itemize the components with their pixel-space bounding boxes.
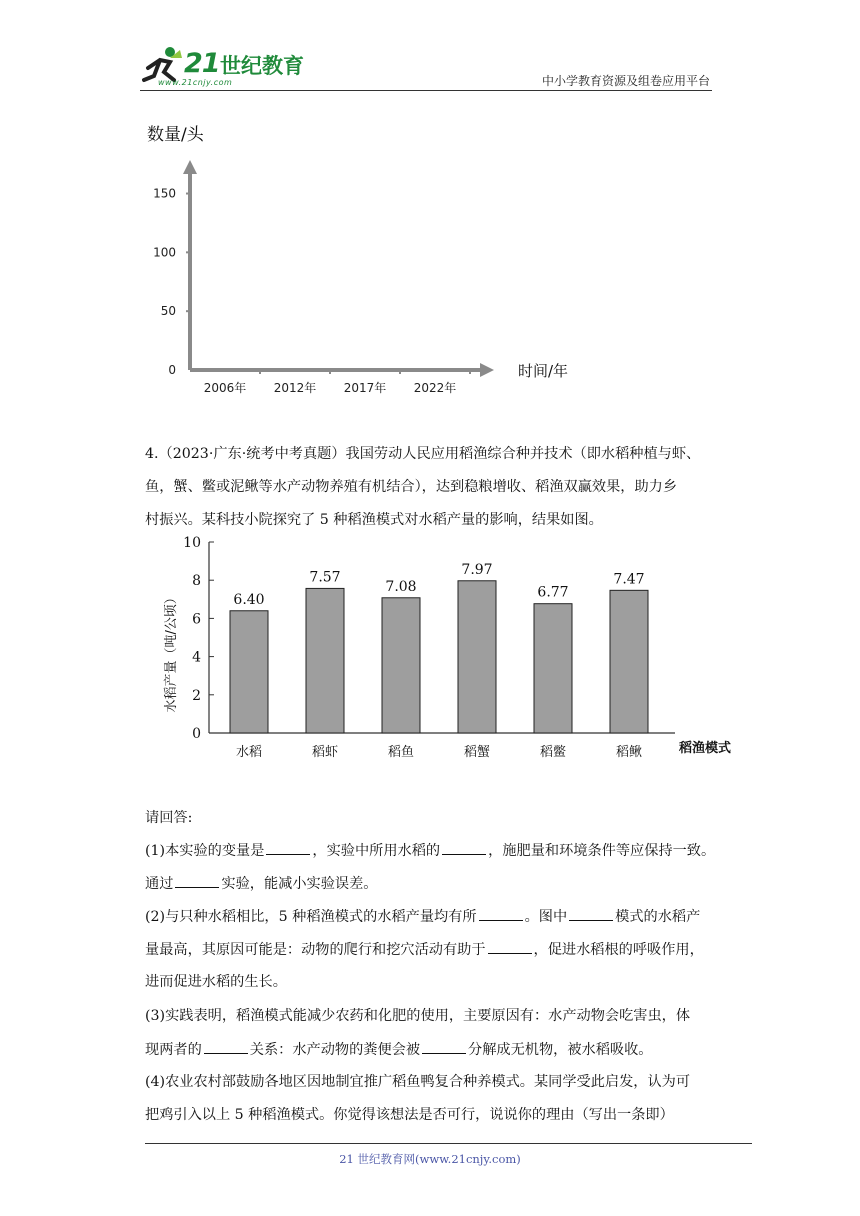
chart2-bar — [230, 611, 268, 733]
q2-line-2 — [145, 939, 745, 960]
question-line-2: 鱼，蟹、鳖或泥鳅等水产动物养殖有机结合），达到稳粮增收、稻渔双赢效果，助力乡 — [145, 479, 678, 495]
q2-line-3: 进而促进水稻的生长。 — [145, 974, 287, 990]
q1-text-b: ，实验中所用水稻的 — [312, 843, 441, 859]
q2-text-a: (2)与只种水稻相比，5 种稻渔模式的水稻产量均有所 — [145, 909, 477, 925]
answer-blank[interactable] — [442, 840, 486, 855]
chart2-value-label: 6.40 — [233, 591, 265, 608]
logo-number: 21 — [184, 48, 220, 79]
chart2-ytick-label: 0 — [192, 726, 201, 742]
chart2-xtick-label: 稻鳖 — [539, 745, 567, 760]
chart2-value-label: 7.08 — [385, 578, 417, 595]
rice-yield-chart — [155, 530, 755, 770]
answer-blank[interactable] — [488, 939, 532, 954]
chart2-xtick-label: 稻鳅 — [615, 745, 643, 760]
chart1-ytick-label: 100 — [153, 245, 176, 260]
chart2-ytick-label: 6 — [192, 611, 201, 628]
chart1-xtick-label: 2017年 — [343, 381, 387, 395]
answer-blank[interactable] — [204, 1039, 248, 1054]
chart2-xtick-label: 稻蟹 — [463, 745, 491, 760]
q2-text-e: ，促进水稻根的呼吸作用， — [533, 942, 704, 958]
chart2-value-label: 7.97 — [461, 561, 493, 578]
platform-title: 中小学教育资源及组卷应用平台 — [541, 74, 710, 88]
answer-prompt: 请回答: — [145, 810, 193, 826]
q1-line-1 — [145, 840, 745, 861]
chart2-xtick-label: 稻鱼 — [387, 745, 415, 760]
answer-blank[interactable] — [569, 906, 613, 921]
q2-text-b: 。图中 — [524, 909, 568, 925]
chart1-x-arrow — [480, 363, 494, 377]
chart2-value-label: 6.77 — [537, 584, 569, 601]
q2-text-c: 模式的水稻产 — [615, 909, 701, 925]
q4-line-1: (4)农业农村部鼓励各地区因地制宜推广稻鱼鸭复合种养模式。某同学受此启发，认为可 — [145, 1074, 691, 1090]
answer-blank[interactable] — [266, 840, 310, 855]
q1-text-d: 通过 — [145, 876, 174, 892]
chart2-xticks — [236, 744, 642, 760]
footer-link[interactable]: 21 世纪教育网(www.21cnjy.com) — [339, 1152, 521, 1166]
q3-line-1: (3)实践表明，稻渔模式能减少农药和化肥的使用，主要原因有：水产动物会吃害虫，体 — [145, 1008, 691, 1024]
chart2-ytick-label: 2 — [192, 687, 201, 704]
q2-text-d: 量最高，其原因可能是：动物的爬行和挖穴活动有助于 — [145, 942, 486, 958]
q3-text-c: 关系：水产动物的粪便会被 — [249, 1042, 421, 1058]
population-chart — [140, 118, 590, 408]
answer-blank[interactable] — [422, 1039, 466, 1054]
chart1-axes — [183, 160, 494, 377]
q1-text-c: ，施肥量和环境条件等应保持一致。 — [488, 843, 716, 859]
q1-line-2 — [145, 873, 745, 894]
q3-text-d: 分解成无机物，被水稻吸收。 — [468, 1042, 653, 1058]
chart2-value-label: 7.57 — [309, 569, 341, 586]
chart1-xticks — [204, 370, 470, 395]
chart1-xtick-label: 2022年 — [413, 381, 457, 395]
chart2-value-label: 7.47 — [613, 571, 645, 588]
chart2-axes — [209, 542, 675, 733]
site-logo — [140, 42, 340, 92]
q2-line-1 — [145, 906, 745, 927]
chart2-ylabel: 水稻产量（吨/公顷） — [164, 591, 179, 713]
chart2-xlabel: 稻渔模式 — [679, 741, 732, 756]
answer-blank[interactable] — [175, 873, 219, 888]
chart1-ytick-label: 50 — [160, 304, 176, 319]
chart2-ytick-label: 8 — [192, 573, 201, 590]
q3-text-b: 现两者的 — [145, 1042, 202, 1058]
chart1-yticks — [153, 187, 190, 377]
q1-text-e: 实验，能减小实验误差。 — [221, 876, 378, 892]
chart2-ytick-label: 4 — [192, 649, 201, 666]
answer-blank[interactable] — [479, 906, 523, 921]
logo-text: 世纪教育 — [220, 54, 304, 78]
q1-text-a: (1)本实验的变量是 — [145, 843, 265, 859]
question-line-1: 4.（2023·广东·统考中考真题）我国劳动人民应用稻渔综合种并技术（即水稻种植与虾、 — [145, 446, 701, 462]
header-divider — [140, 90, 712, 91]
chart1-xtick-label: 2012年 — [273, 381, 317, 395]
chart1-ytick-label: 0 — [168, 363, 176, 377]
chart2-bar — [610, 590, 648, 733]
chart1-ylabel: 数量/头 — [147, 125, 204, 145]
chart2-bar — [534, 604, 572, 733]
q4-line-2: 把鸡引入以上 5 种稻渔模式。你觉得该想法是否可行，说说你的理由（写出一条即） — [145, 1107, 674, 1123]
chart1-y-arrow — [183, 160, 197, 174]
logo-url: www.21cnjy.com — [158, 78, 233, 87]
question-line-3: 村振兴。某科技小院探究了 5 种稻渔模式对水稻产量的影响，结果如图。 — [145, 512, 603, 528]
chart1-xtick-label: 2006年 — [203, 381, 247, 395]
chart2-bar — [382, 598, 420, 733]
footer-divider — [145, 1143, 752, 1144]
chart1-ytick-label: 150 — [153, 186, 176, 201]
chart2-xtick-label: 水稻 — [235, 745, 263, 760]
chart2-xtick-label: 稻虾 — [311, 745, 339, 760]
q3-line-2 — [145, 1039, 745, 1060]
chart2-bar — [458, 581, 496, 733]
chart2-value-labels — [233, 562, 644, 608]
chart2-ytick-label: 10 — [183, 535, 201, 551]
chart2-bar — [306, 588, 344, 733]
chart1-xlabel: 时间/年 — [518, 362, 569, 380]
